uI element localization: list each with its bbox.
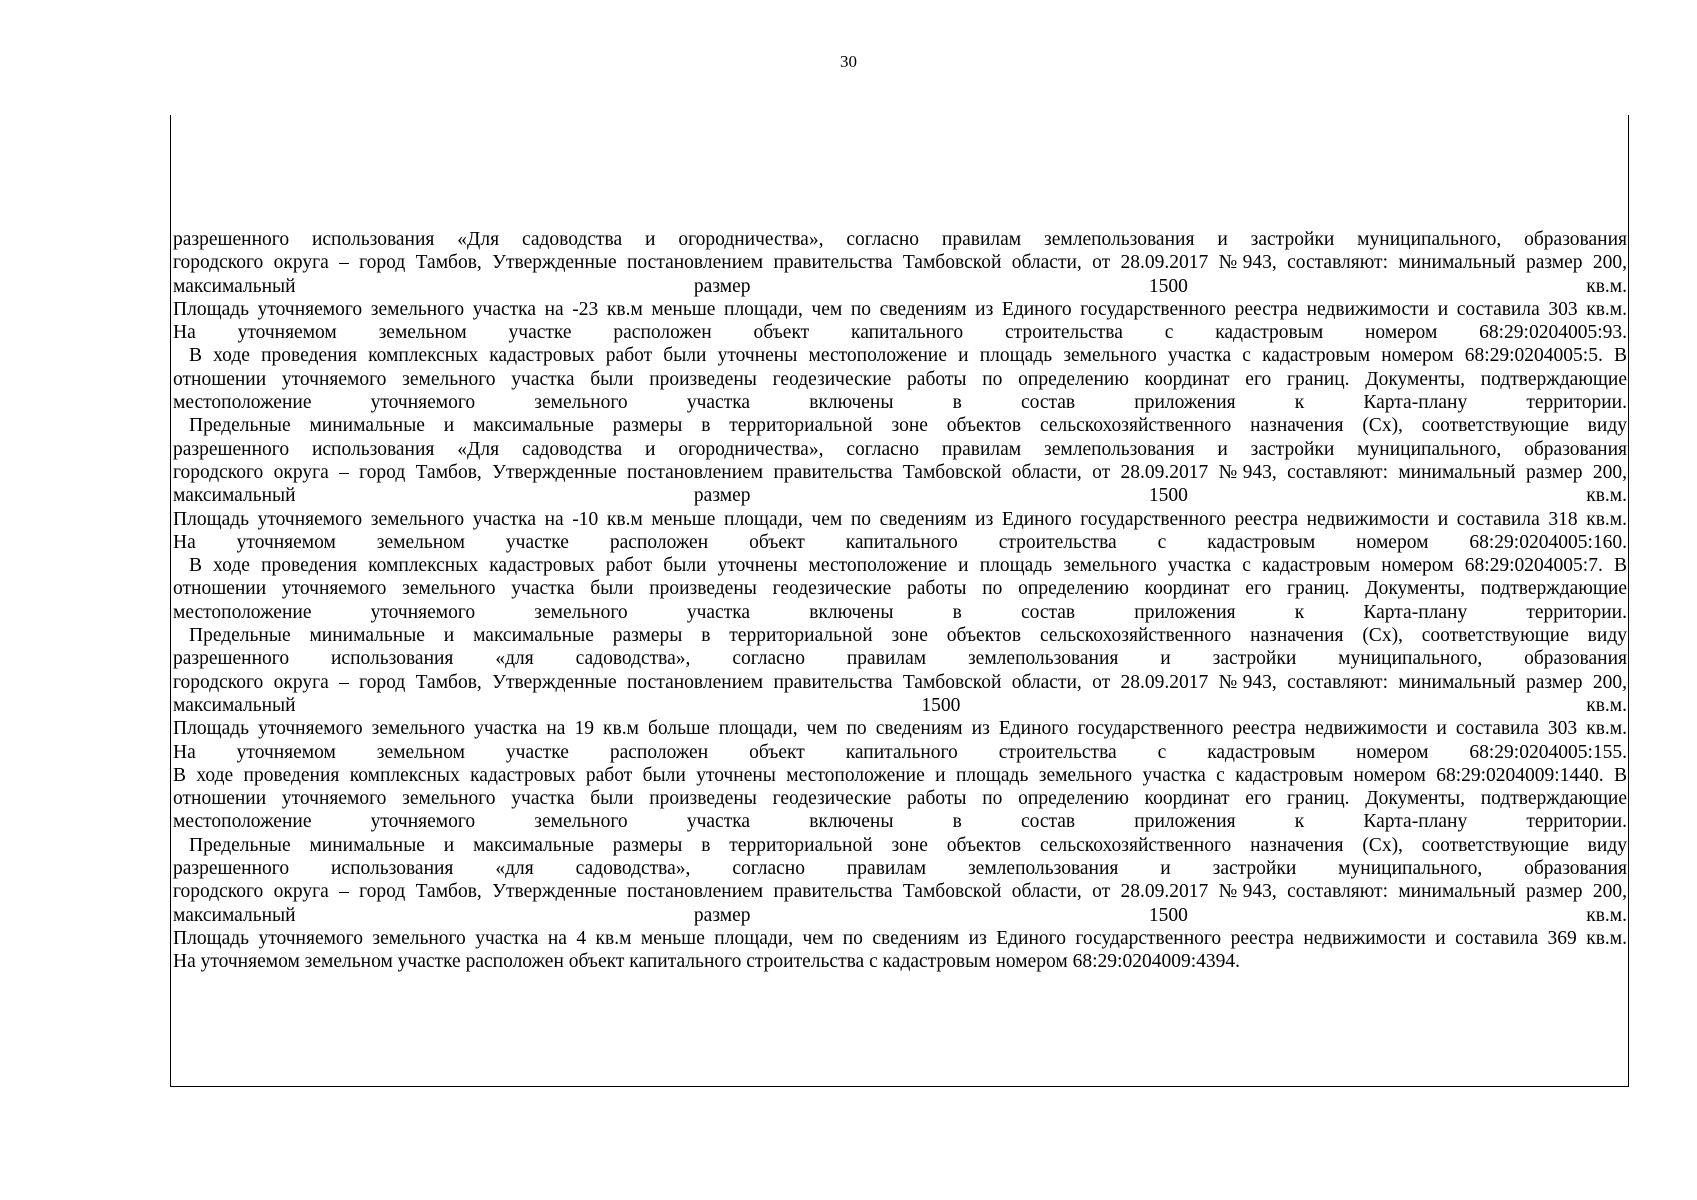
text-line: В ходе проведения комплексных кадастровых работ были уточнены местоположение и площадь земельного участка с кадастровым номером 68:29:0204005:5. В bbox=[189, 345, 1627, 367]
text-line: В ходе проведения комплексных кадастровых работ были уточнены местоположение и площадь земельного участка с кадастровым номером 68:29:0204005:7. В bbox=[189, 555, 1627, 577]
page-number: 30 bbox=[840, 52, 857, 71]
text-line: максимальный размер 1500 кв.м. bbox=[173, 904, 1627, 926]
text-line: Площадь уточняемого земельного участка на -10 кв.м меньше площади, чем по сведениям из Единого государственного реестра недвижимости и составила 318 кв.м. bbox=[173, 508, 1627, 530]
text-line: отношении уточняемого земельного участка были произведены геодезические работы по определению координат его границ. Документы, подтверждающие bbox=[173, 788, 1627, 810]
text-line: На уточняемом земельном участке расположен объект капитального строительства с кадастровым номером 68:29:0204005:93. bbox=[173, 322, 1627, 344]
text-line: разрешенного использования «для садоводства», согласно правилам землепользования и застройки муниципального, образования bbox=[173, 858, 1627, 880]
text-line: В ходе проведения комплексных кадастровых работ были уточнены местоположение и площадь земельного участка с кадастровым номером 68:29:0204009:1440. В bbox=[173, 764, 1627, 786]
text-line: отношении уточняемого земельного участка были произведены геодезические работы по определению координат его границ. Документы, подтверждающие bbox=[173, 578, 1627, 600]
text-line: максимальный размер 1500 кв.м. bbox=[173, 485, 1627, 507]
text-line: Площадь уточняемого земельного участка на 4 кв.м меньше площади, чем по сведениям из Единого государственного реестра недвижимости и составила 369 кв.м. bbox=[173, 927, 1627, 949]
document-body bbox=[173, 228, 1627, 974]
text-line: Предельные минимальные и максимальные размеры в территориальной зоне объектов сельскохозяйственного назначения (Сх), соответствующие виду bbox=[189, 625, 1627, 647]
text-line: местоположение уточняемого земельного участка включены в состав приложения к Карта-плану территории. bbox=[173, 601, 1627, 623]
text-line: На уточняемом земельном участке расположен объект капитального строительства с кадастровым номером 68:29:0204009:4394. bbox=[173, 951, 1240, 973]
text-line: Площадь уточняемого земельного участка на 19 кв.м больше площади, чем по сведениям из Единого государственного реестра недвижимости и составила 303 кв.м. bbox=[173, 718, 1627, 740]
text-line: На уточняемом земельном участке расположен объект капитального строительства с кадастровым номером 68:29:0204005:155. bbox=[173, 741, 1627, 763]
text-line: максимальный размер 1500 кв.м. bbox=[173, 275, 1627, 297]
text-line: разрешенного использования «Для садоводства и огородничества», согласно правилам землепользования и застройки муниципального, образования bbox=[173, 229, 1627, 250]
text-line: разрешенного использования «Для садоводства и огородничества», согласно правилам землепользования и застройки муниципального, образования bbox=[173, 438, 1627, 460]
text-line: Площадь уточняемого земельного участка на -23 кв.м меньше площади, чем по сведениям из Единого государственного реестра недвижимости и составила 303 кв.м. bbox=[173, 298, 1627, 320]
text-line: местоположение уточняемого земельного участка включены в состав приложения к Карта-плану территории. bbox=[173, 392, 1627, 414]
text-line: городского округа – город Тамбов, Утвержденные постановлением правительства Тамбовской области, от 28.09.2017 №943, составляют: минимальный размер 200, bbox=[173, 881, 1627, 903]
text-line: городского округа – город Тамбов, Утвержденные постановлением правительства Тамбовской области, от 28.09.2017 №943, составляют: минимальный размер 200, bbox=[173, 461, 1627, 483]
text-line: местоположение уточняемого земельного участка включены в состав приложения к Карта-плану территории. bbox=[173, 811, 1627, 833]
text-line: отношении уточняемого земельного участка были произведены геодезические работы по определению координат его границ. Документы, подтверждающие bbox=[173, 368, 1627, 390]
text-line: городского округа – город Тамбов, Утвержденные постановлением правительства Тамбовской области, от 28.09.2017 №943, составляют: минимальный размер 200, bbox=[173, 671, 1627, 693]
text-line: Предельные минимальные и максимальные размеры в территориальной зоне объектов сельскохозяйственного назначения (Сх), соответствующие виду bbox=[189, 415, 1627, 437]
text-line: разрешенного использования «для садоводства», согласно правилам землепользования и застройки муниципального, образования bbox=[173, 648, 1627, 670]
text-line: городского округа – город Тамбов, Утвержденные постановлением правительства Тамбовской области, от 28.09.2017 №943, составляют: минимальный размер 200, bbox=[173, 252, 1627, 274]
text-line: Предельные минимальные и максимальные размеры в территориальной зоне объектов сельскохозяйственного назначения (Сх), соответствующие виду bbox=[189, 834, 1627, 856]
text-line: На уточняемом земельном участке расположен объект капитального строительства с кадастровым номером 68:29:0204005:160. bbox=[173, 531, 1627, 553]
text-line: максимальный 1500 кв.м. bbox=[173, 694, 1627, 716]
